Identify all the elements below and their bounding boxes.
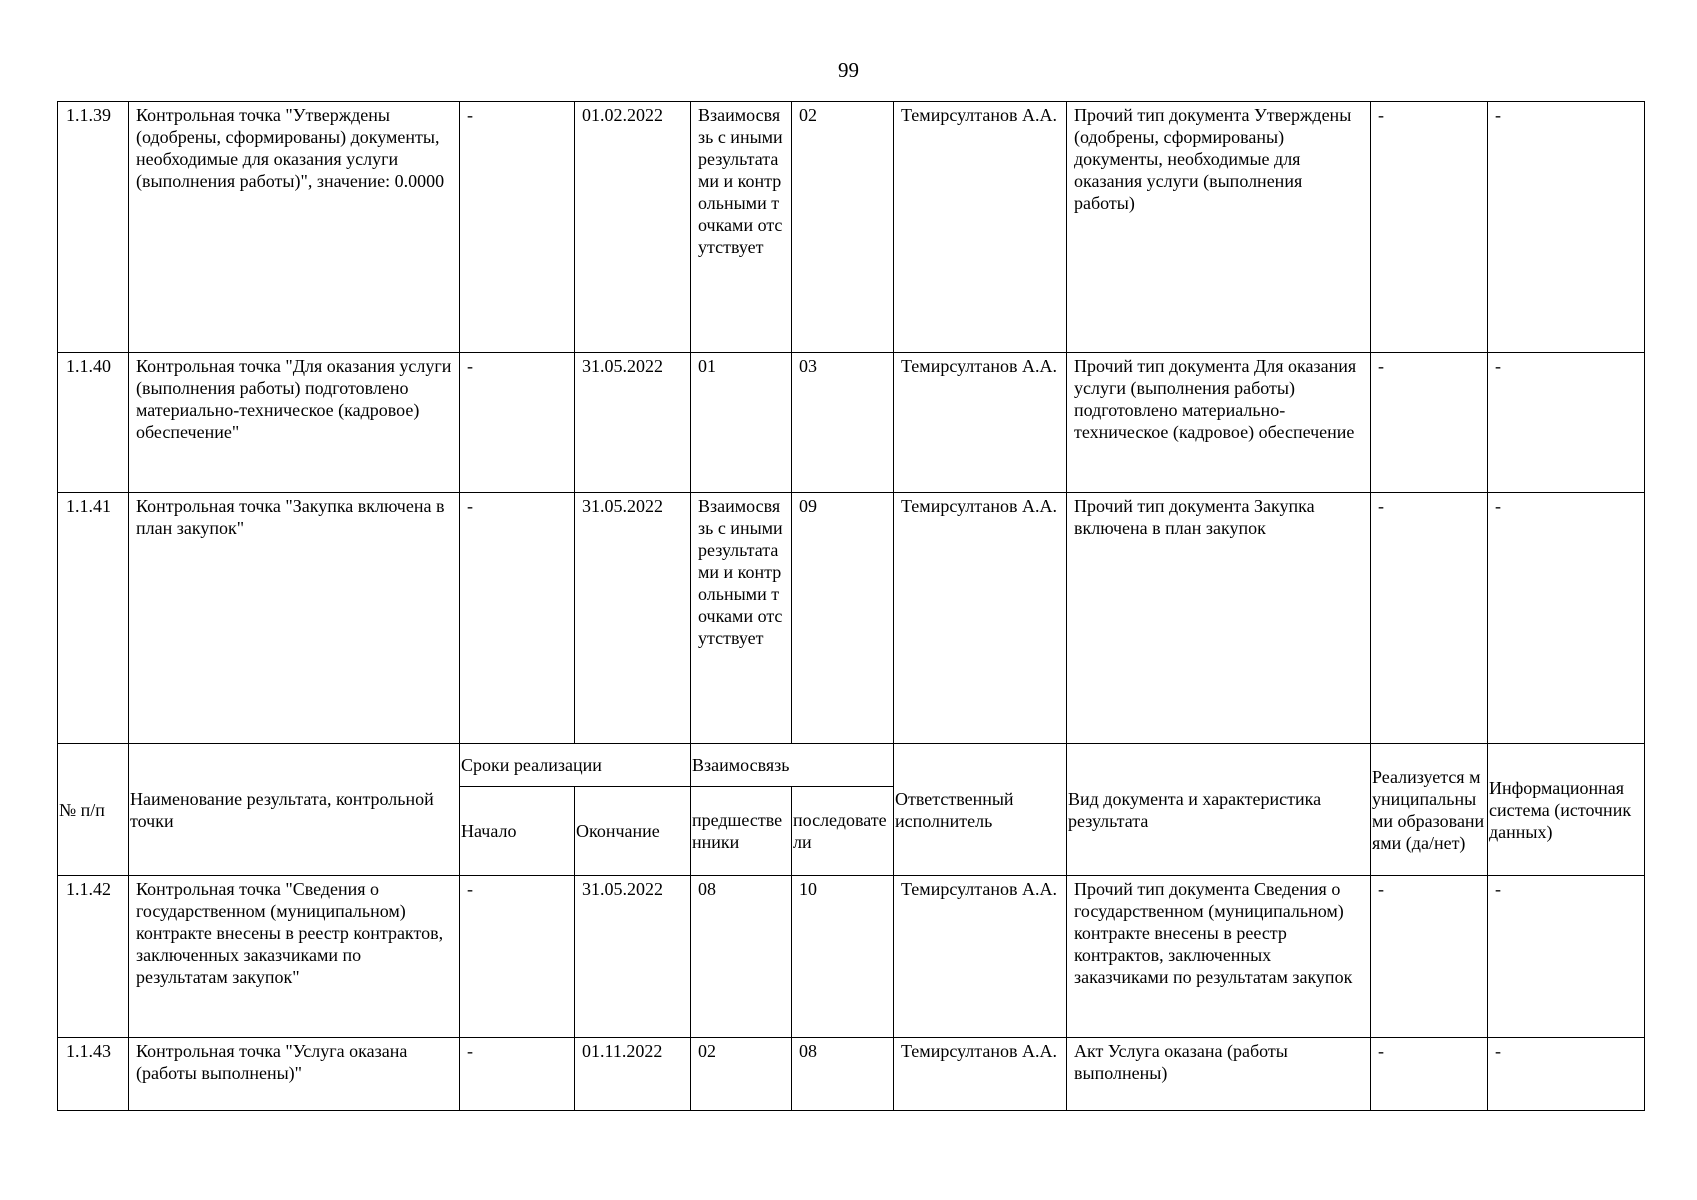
header-document: Вид документа и характеристика результата: [1067, 744, 1371, 876]
start-date-cell: -: [460, 353, 575, 493]
predecessors-cell: Взаимосвязь с иными результатами и контрольными точками отсутствует: [691, 102, 792, 353]
header-name: Наименование результата, контрольной точки: [129, 744, 460, 876]
successors-cell: 09: [792, 493, 894, 744]
info-system-cell: -: [1488, 493, 1645, 744]
result-name-cell: Контрольная точка "Закупка включена в план закупок": [129, 493, 460, 744]
responsible-cell: Темирсултанов А.А.: [894, 493, 1067, 744]
info-system-cell: -: [1488, 1038, 1645, 1111]
end-date-cell: 31.05.2022: [575, 353, 691, 493]
document-type-cell: Прочий тип документа Сведения о государственном (муниципальном) контракте внесены в реестр контрактов, заключенных заказчиками по результатам закупок: [1067, 876, 1371, 1038]
row-number-cell: 1.1.43: [58, 1038, 129, 1111]
info-system-cell: -: [1488, 876, 1645, 1038]
end-date-cell: 01.11.2022: [575, 1038, 691, 1111]
header-responsible: Ответственный исполнитель: [894, 744, 1067, 876]
document-type-cell: Прочий тип документа Закупка включена в план закупок: [1067, 493, 1371, 744]
row-number-cell: 1.1.40: [58, 353, 129, 493]
start-date-cell: -: [460, 493, 575, 744]
row-number-cell: 1.1.39: [58, 102, 129, 353]
info-system-cell: -: [1488, 102, 1645, 353]
result-name-cell: Контрольная точка "Сведения о государственном (муниципальном) контракте внесены в реестр контрактов, заключенных заказчиками по результатам закупок": [129, 876, 460, 1038]
municipal-cell: -: [1371, 102, 1488, 353]
end-date-cell: 31.05.2022: [575, 493, 691, 744]
responsible-cell: Темирсултанов А.А.: [894, 102, 1067, 353]
municipal-cell: -: [1371, 353, 1488, 493]
municipal-cell: -: [1371, 1038, 1488, 1111]
start-date-cell: -: [460, 102, 575, 353]
result-name-cell: Контрольная точка "Утверждены (одобрены, сформированы) документы, необходимые для оказания услуги (выполнения работы)", значение: 0.0000: [129, 102, 460, 353]
header-predecessors: предшественники: [691, 787, 792, 876]
result-name-cell: Контрольная точка "Услуга оказана (работы выполнены)": [129, 1038, 460, 1111]
responsible-cell: Темирсултанов А.А.: [894, 353, 1067, 493]
control-points-table: [57, 101, 1645, 1111]
header-municipal: Реализуется муниципальными образованиями (да/нет): [1371, 744, 1488, 876]
header-successors: последователи: [792, 787, 894, 876]
header-num: № п/п: [58, 744, 129, 876]
successors-cell: 02: [792, 102, 894, 353]
responsible-cell: Темирсултанов А.А.: [894, 876, 1067, 1038]
table-row: [58, 493, 1645, 744]
table-row: [58, 1038, 1645, 1111]
predecessors-cell: 01: [691, 353, 792, 493]
predecessors-cell: 08: [691, 876, 792, 1038]
header-info-system: Информационная система (источник данных): [1488, 744, 1645, 876]
info-system-cell: -: [1488, 353, 1645, 493]
start-date-cell: -: [460, 876, 575, 1038]
municipal-cell: -: [1371, 876, 1488, 1038]
header-end: Окончание: [575, 787, 691, 876]
table-header-row: [58, 744, 1645, 787]
successors-cell: 03: [792, 353, 894, 493]
start-date-cell: -: [460, 1038, 575, 1111]
header-relation: Взаимосвязь: [691, 744, 894, 787]
table-row: [58, 876, 1645, 1038]
end-date-cell: 31.05.2022: [575, 876, 691, 1038]
document-type-cell: Прочий тип документа Для оказания услуги (выполнения работы) подготовлено материально-техническое (кадровое) обеспечение: [1067, 353, 1371, 493]
row-number-cell: 1.1.42: [58, 876, 129, 1038]
predecessors-cell: 02: [691, 1038, 792, 1111]
successors-cell: 10: [792, 876, 894, 1038]
page-number: 99: [838, 58, 859, 82]
header-terms: Сроки реализации: [460, 744, 691, 787]
document-type-cell: Прочий тип документа Утверждены (одобрены, сформированы) документы, необходимые для оказания услуги (выполнения работы): [1067, 102, 1371, 353]
responsible-cell: Темирсултанов А.А.: [894, 1038, 1067, 1111]
table-row: [58, 102, 1645, 353]
municipal-cell: -: [1371, 493, 1488, 744]
row-number-cell: 1.1.41: [58, 493, 129, 744]
successors-cell: 08: [792, 1038, 894, 1111]
predecessors-cell: Взаимосвязь с иными результатами и контрольными точками отсутствует: [691, 493, 792, 744]
result-name-cell: Контрольная точка "Для оказания услуги (выполнения работы) подготовлено материально-техническое (кадровое) обеспечение": [129, 353, 460, 493]
table-row: [58, 353, 1645, 493]
end-date-cell: 01.02.2022: [575, 102, 691, 353]
document-type-cell: Акт Услуга оказана (работы выполнены): [1067, 1038, 1371, 1111]
header-start: Начало: [460, 787, 575, 876]
